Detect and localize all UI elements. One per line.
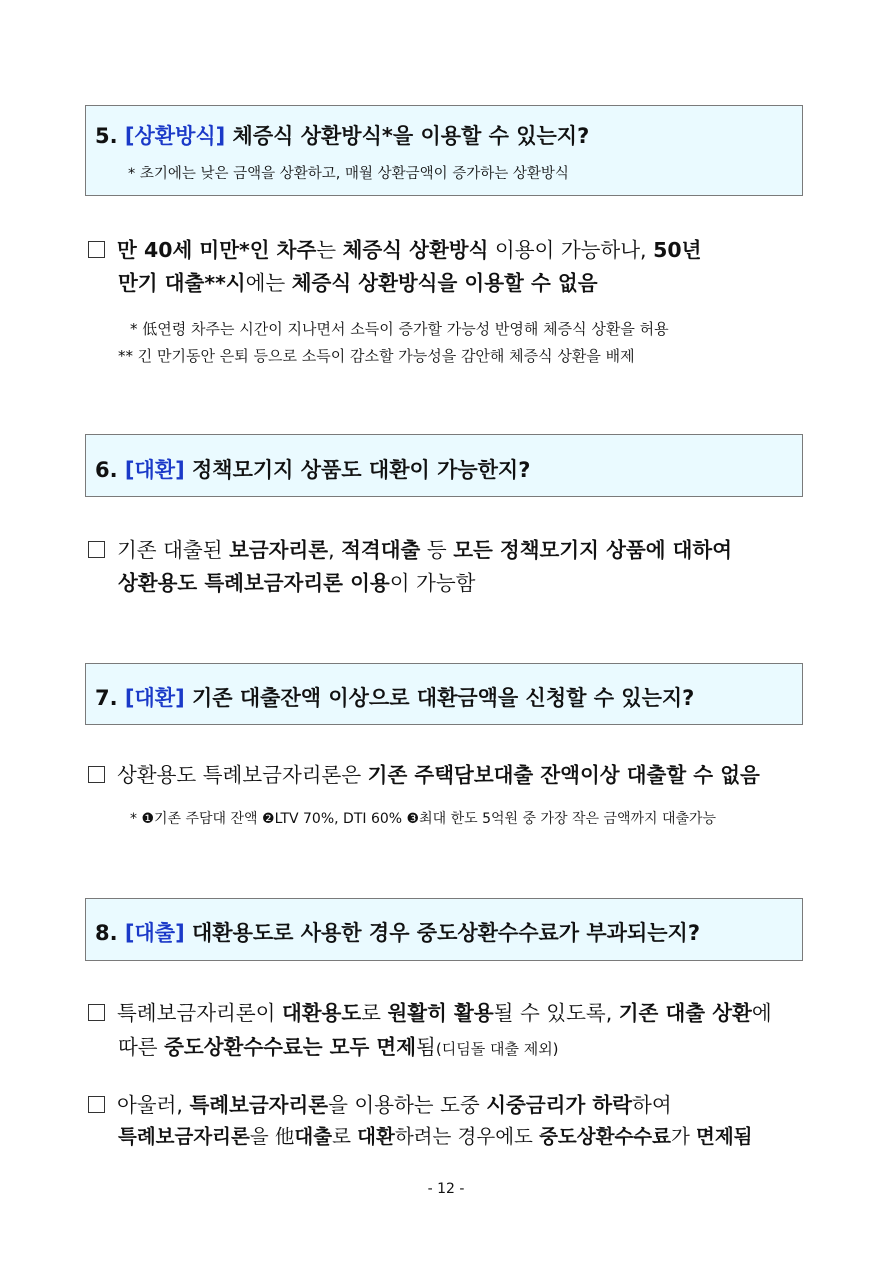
answer-8a-line-1: 특례보금자리론이 대환용도로 원활히 활용될 수 있도록, 기존 대출 상환에 (88, 996, 772, 1026)
answer-8b-line-2: 특례보금자리론을 他대출로 대환하려는 경우에도 중도상환수수료가 면제됨 (118, 1125, 753, 1148)
checkbox-square-icon (88, 1096, 105, 1113)
question-box-7 (85, 663, 803, 725)
checkbox-square-icon (88, 541, 105, 558)
question-number: 5. (95, 124, 125, 148)
page-number: - 12 - (427, 1181, 465, 1197)
question-title-6: 6. [대환] 정책모기지 상품도 대환이 가능한지? (95, 458, 531, 482)
answer-5-line-2: 만기 대출**시에는 체증식 상환방식을 이용할 수 없음 (118, 271, 598, 295)
question-title-7: 7. [대환] 기존 대출잔액 이상으로 대환금액을 신청할 수 있는지? (95, 686, 695, 710)
footnote-7-1: * ❶기존 주담대 잔액 ❷LTV 70%, DTI 60% ❸최대 한도 5억원 중 가장 작은 금액까지 대출가능 (130, 811, 717, 827)
answer-6-line-2: 상환용도 특례보금자리론 이용이 가능함 (118, 571, 476, 595)
question-box-8 (85, 898, 803, 961)
question-box-6 (85, 434, 803, 497)
answer-6-line-1: 기존 대출된 보금자리론, 적격대출 등 모든 정책모기지 상품에 대하여 (88, 533, 732, 563)
checkbox-square-icon (88, 1004, 105, 1021)
answer-8b-line-1: 아울러, 특례보금자리론을 이용하는 도중 시중금리가 하락하여 (88, 1088, 672, 1118)
checkbox-square-icon (88, 241, 105, 258)
answer-5-line-1: 만 40세 미만*인 차주는 체증식 상환방식 이용이 가능하나, 50년 (88, 233, 701, 263)
question-box-5 (85, 105, 803, 196)
question-title-8: 8. [대출] 대환용도로 사용한 경우 중도상환수수료가 부과되는지? (95, 921, 701, 945)
checkbox-square-icon (88, 766, 105, 783)
footnote-5-1: * 低연령 차주는 시간이 지나면서 소득이 증가할 가능성 반영해 체증식 상환을 허용 (130, 320, 669, 338)
answer-8a-line-2: 따른 중도상환수수료는 모두 면제됨(디딤돌 대출 제외) (118, 1035, 559, 1059)
answer-7-line-1: 상환용도 특례보금자리론은 기존 주택담보대출 잔액이상 대출할 수 없음 (88, 758, 760, 788)
footnote-5-2: ** 긴 만기동안 은퇴 등으로 소득이 감소할 가능성을 감안해 체증식 상환을 배제 (118, 347, 635, 365)
question-title-5 (95, 120, 589, 150)
question-note-5: * 초기에는 낮은 금액을 상환하고, 매월 상환금액이 증가하는 상환방식 (128, 166, 569, 182)
question-text: 체증식 상환방식*을 이용할 수 있는지? (225, 124, 590, 148)
question-tag: [상환방식] (124, 124, 226, 148)
